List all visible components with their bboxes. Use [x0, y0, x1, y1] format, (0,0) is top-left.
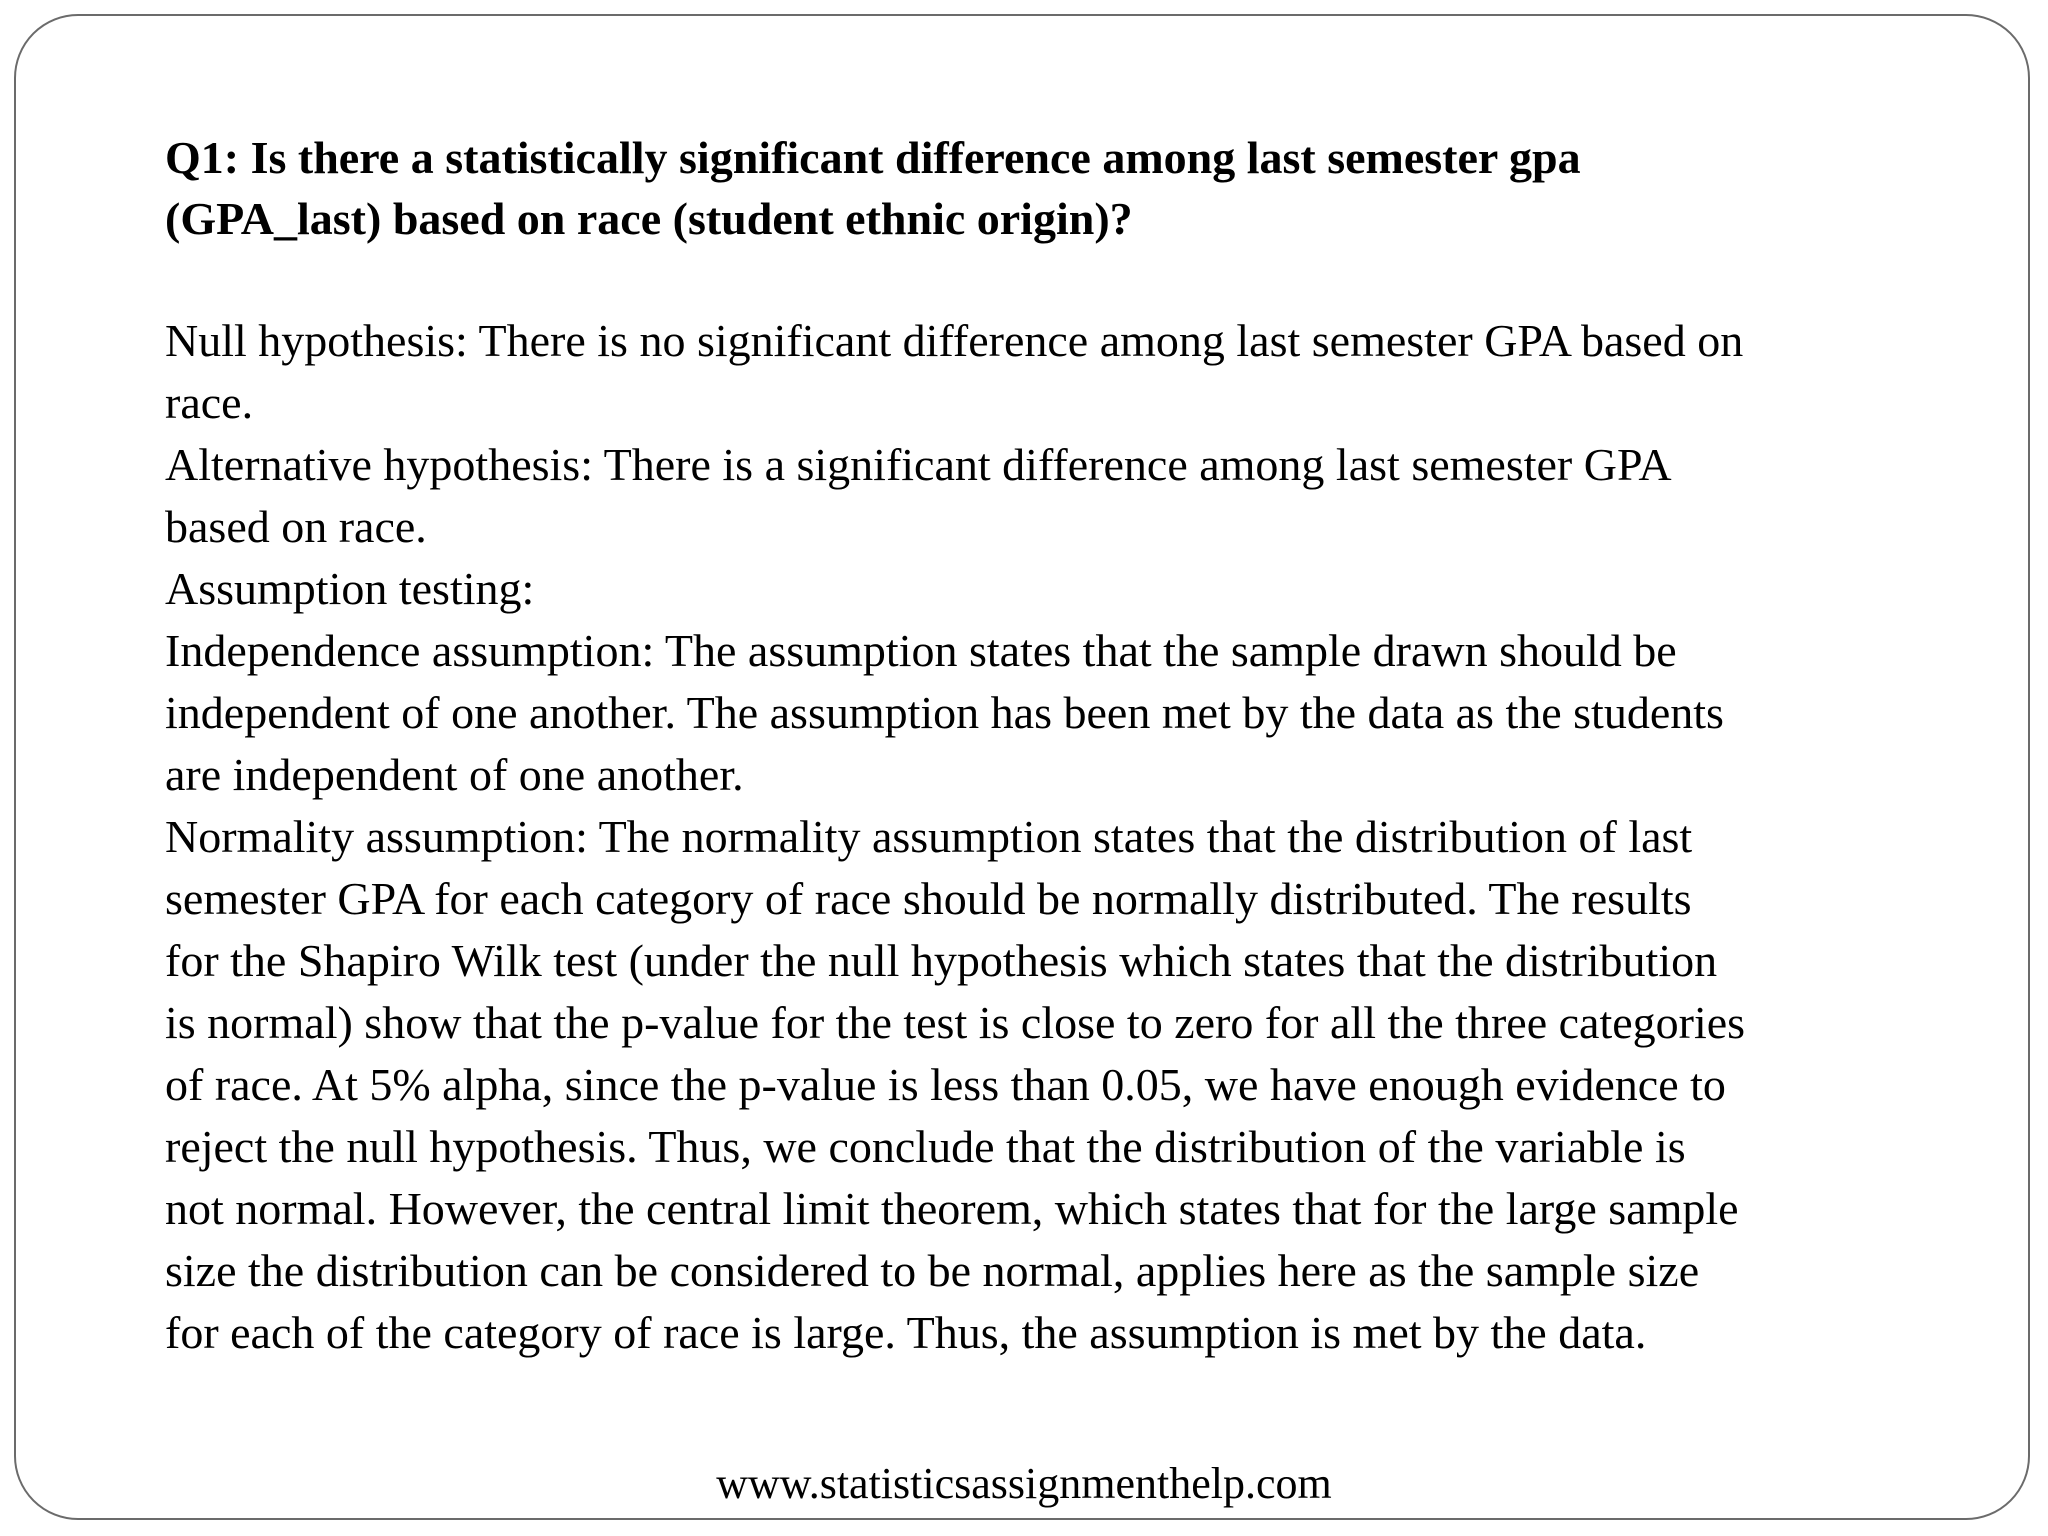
- body-line: are independent of one another.: [165, 749, 744, 800]
- title-line: Q1: Is there a statistically significant difference among last semester gpa: [165, 132, 1581, 183]
- body-line: Alternative hypothesis: There is a significant difference among last semester GPA: [165, 439, 1672, 490]
- body-line: Independence assumption: The assumption states that the sample drawn should be: [165, 625, 1677, 676]
- body-line: race.: [165, 377, 254, 428]
- footer-website-link[interactable]: www.statisticsassignmenthelp.com: [716, 1459, 1332, 1508]
- body-line: Null hypothesis: There is no significant difference among last semester GPA based on: [165, 315, 1744, 366]
- body-line: Normality assumption: The normality assumption states that the distribution of last: [165, 811, 1693, 862]
- body-line: for the Shapiro Wilk test (under the null hypothesis which states that the distribution: [165, 935, 1718, 986]
- body-line: of race. At 5% alpha, since the p-value is less than 0.05, we have enough evidence to: [165, 1059, 1726, 1110]
- body-line: independent of one another. The assumption has been met by the data as the students: [165, 687, 1724, 738]
- body-line: not normal. However, the central limit theorem, which states that for the large sample: [165, 1183, 1739, 1234]
- body-line: Assumption testing:: [165, 563, 535, 614]
- body-text: [165, 310, 1965, 1364]
- body-line: for each of the category of race is large. Thus, the assumption is met by the data.: [165, 1307, 1647, 1358]
- body-line: size the distribution can be considered to be normal, applies here as the sample size: [165, 1245, 1700, 1296]
- body-line: reject the null hypothesis. Thus, we conclude that the distribution of the variable is: [165, 1121, 1686, 1172]
- title-line: (GPA_last) based on race (student ethnic origin)?: [165, 193, 1133, 244]
- body-line: is normal) show that the p-value for the test is close to zero for all the three categories: [165, 997, 1746, 1048]
- spacer: [165, 249, 1965, 310]
- slide-content: [165, 127, 1965, 1364]
- body-line: semester GPA for each category of race should be normally distributed. The results: [165, 873, 1692, 924]
- body-line: based on race.: [165, 501, 427, 552]
- question-title: [165, 127, 1965, 249]
